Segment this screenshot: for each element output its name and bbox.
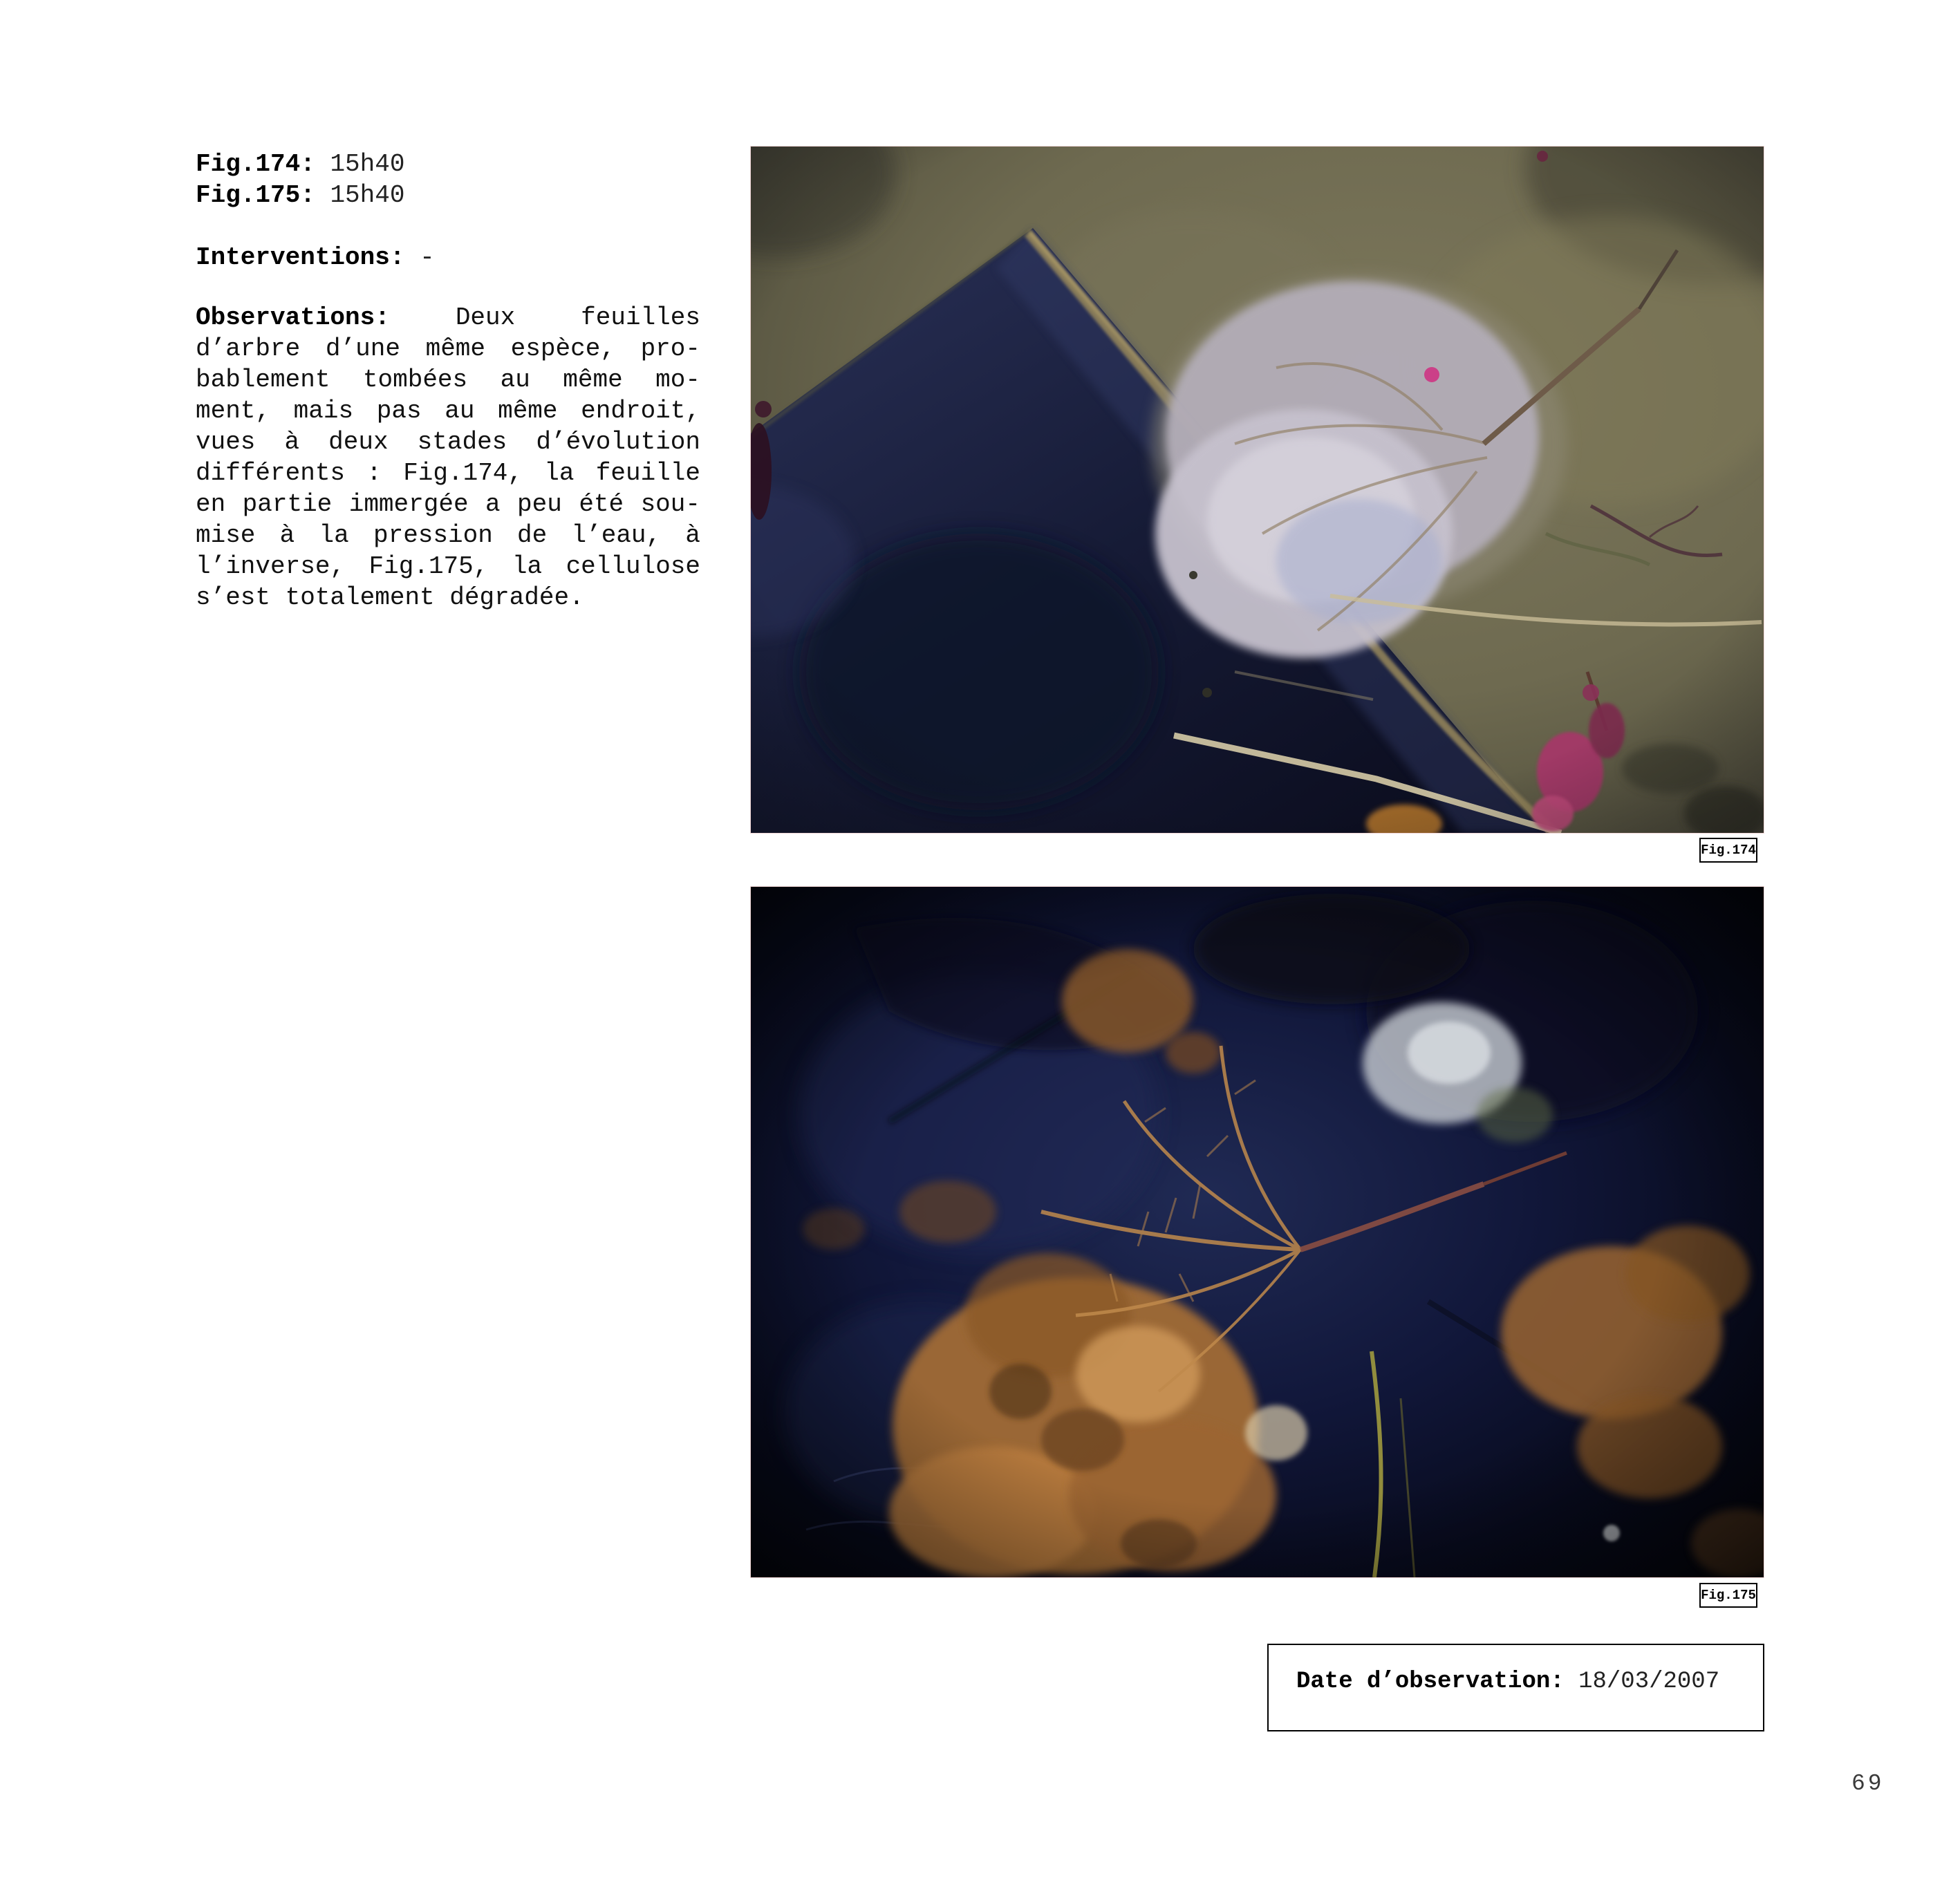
observations-line: en partie immergée a peu été sou- <box>196 490 700 518</box>
fig174-time-row <box>196 149 700 180</box>
interventions-label: Interventions: <box>196 243 405 272</box>
observations-line: s’est totalement dégradée. <box>196 583 584 612</box>
figure-photo-175 <box>751 887 1764 1577</box>
figure-caption-box-174: Fig.174 <box>1699 838 1757 863</box>
photo-175-illustration <box>751 887 1764 1577</box>
observation-date-value: 18/03/2007 <box>1578 1669 1720 1695</box>
observations-paragraph <box>196 302 700 613</box>
vignette-overlay <box>751 147 1764 833</box>
fig174-time-value: 15h40 <box>330 150 405 178</box>
observations-line: différents : Fig.174, la feuille <box>196 459 700 487</box>
observations-line: l’inverse, Fig.175, la cellulose <box>196 552 700 581</box>
vignette-overlay <box>751 887 1764 1577</box>
fig175-time-label: Fig.175: <box>196 181 315 209</box>
observation-date-label: Date d’observation: <box>1296 1669 1565 1695</box>
observations-line: d’arbre d’une même espèce, pro- <box>196 335 700 363</box>
figure-photo-174 <box>751 147 1764 833</box>
fig175-time-value: 15h40 <box>330 181 405 209</box>
fig175-time-row <box>196 180 700 211</box>
observations-line: Observations: Deux feuilles <box>196 303 700 332</box>
observations-line: mise à la pression de l’eau, à <box>196 521 700 550</box>
observation-date-box <box>1267 1644 1764 1731</box>
info-block <box>196 149 700 613</box>
photo-174-illustration <box>751 147 1764 833</box>
observations-line: vues à deux stades d’évolution <box>196 428 700 456</box>
observations-line: ment, mais pas au même endroit, <box>196 397 700 425</box>
page-number: 69 <box>1851 1771 1885 1796</box>
figure-caption-box-175: Fig.175 <box>1699 1583 1757 1608</box>
observations-line: bablement tombées au même mo- <box>196 366 700 394</box>
interventions-row <box>196 242 700 273</box>
observations-label: Observations: <box>196 303 390 332</box>
interventions-value: - <box>420 243 435 272</box>
fig174-time-label: Fig.174: <box>196 150 315 178</box>
